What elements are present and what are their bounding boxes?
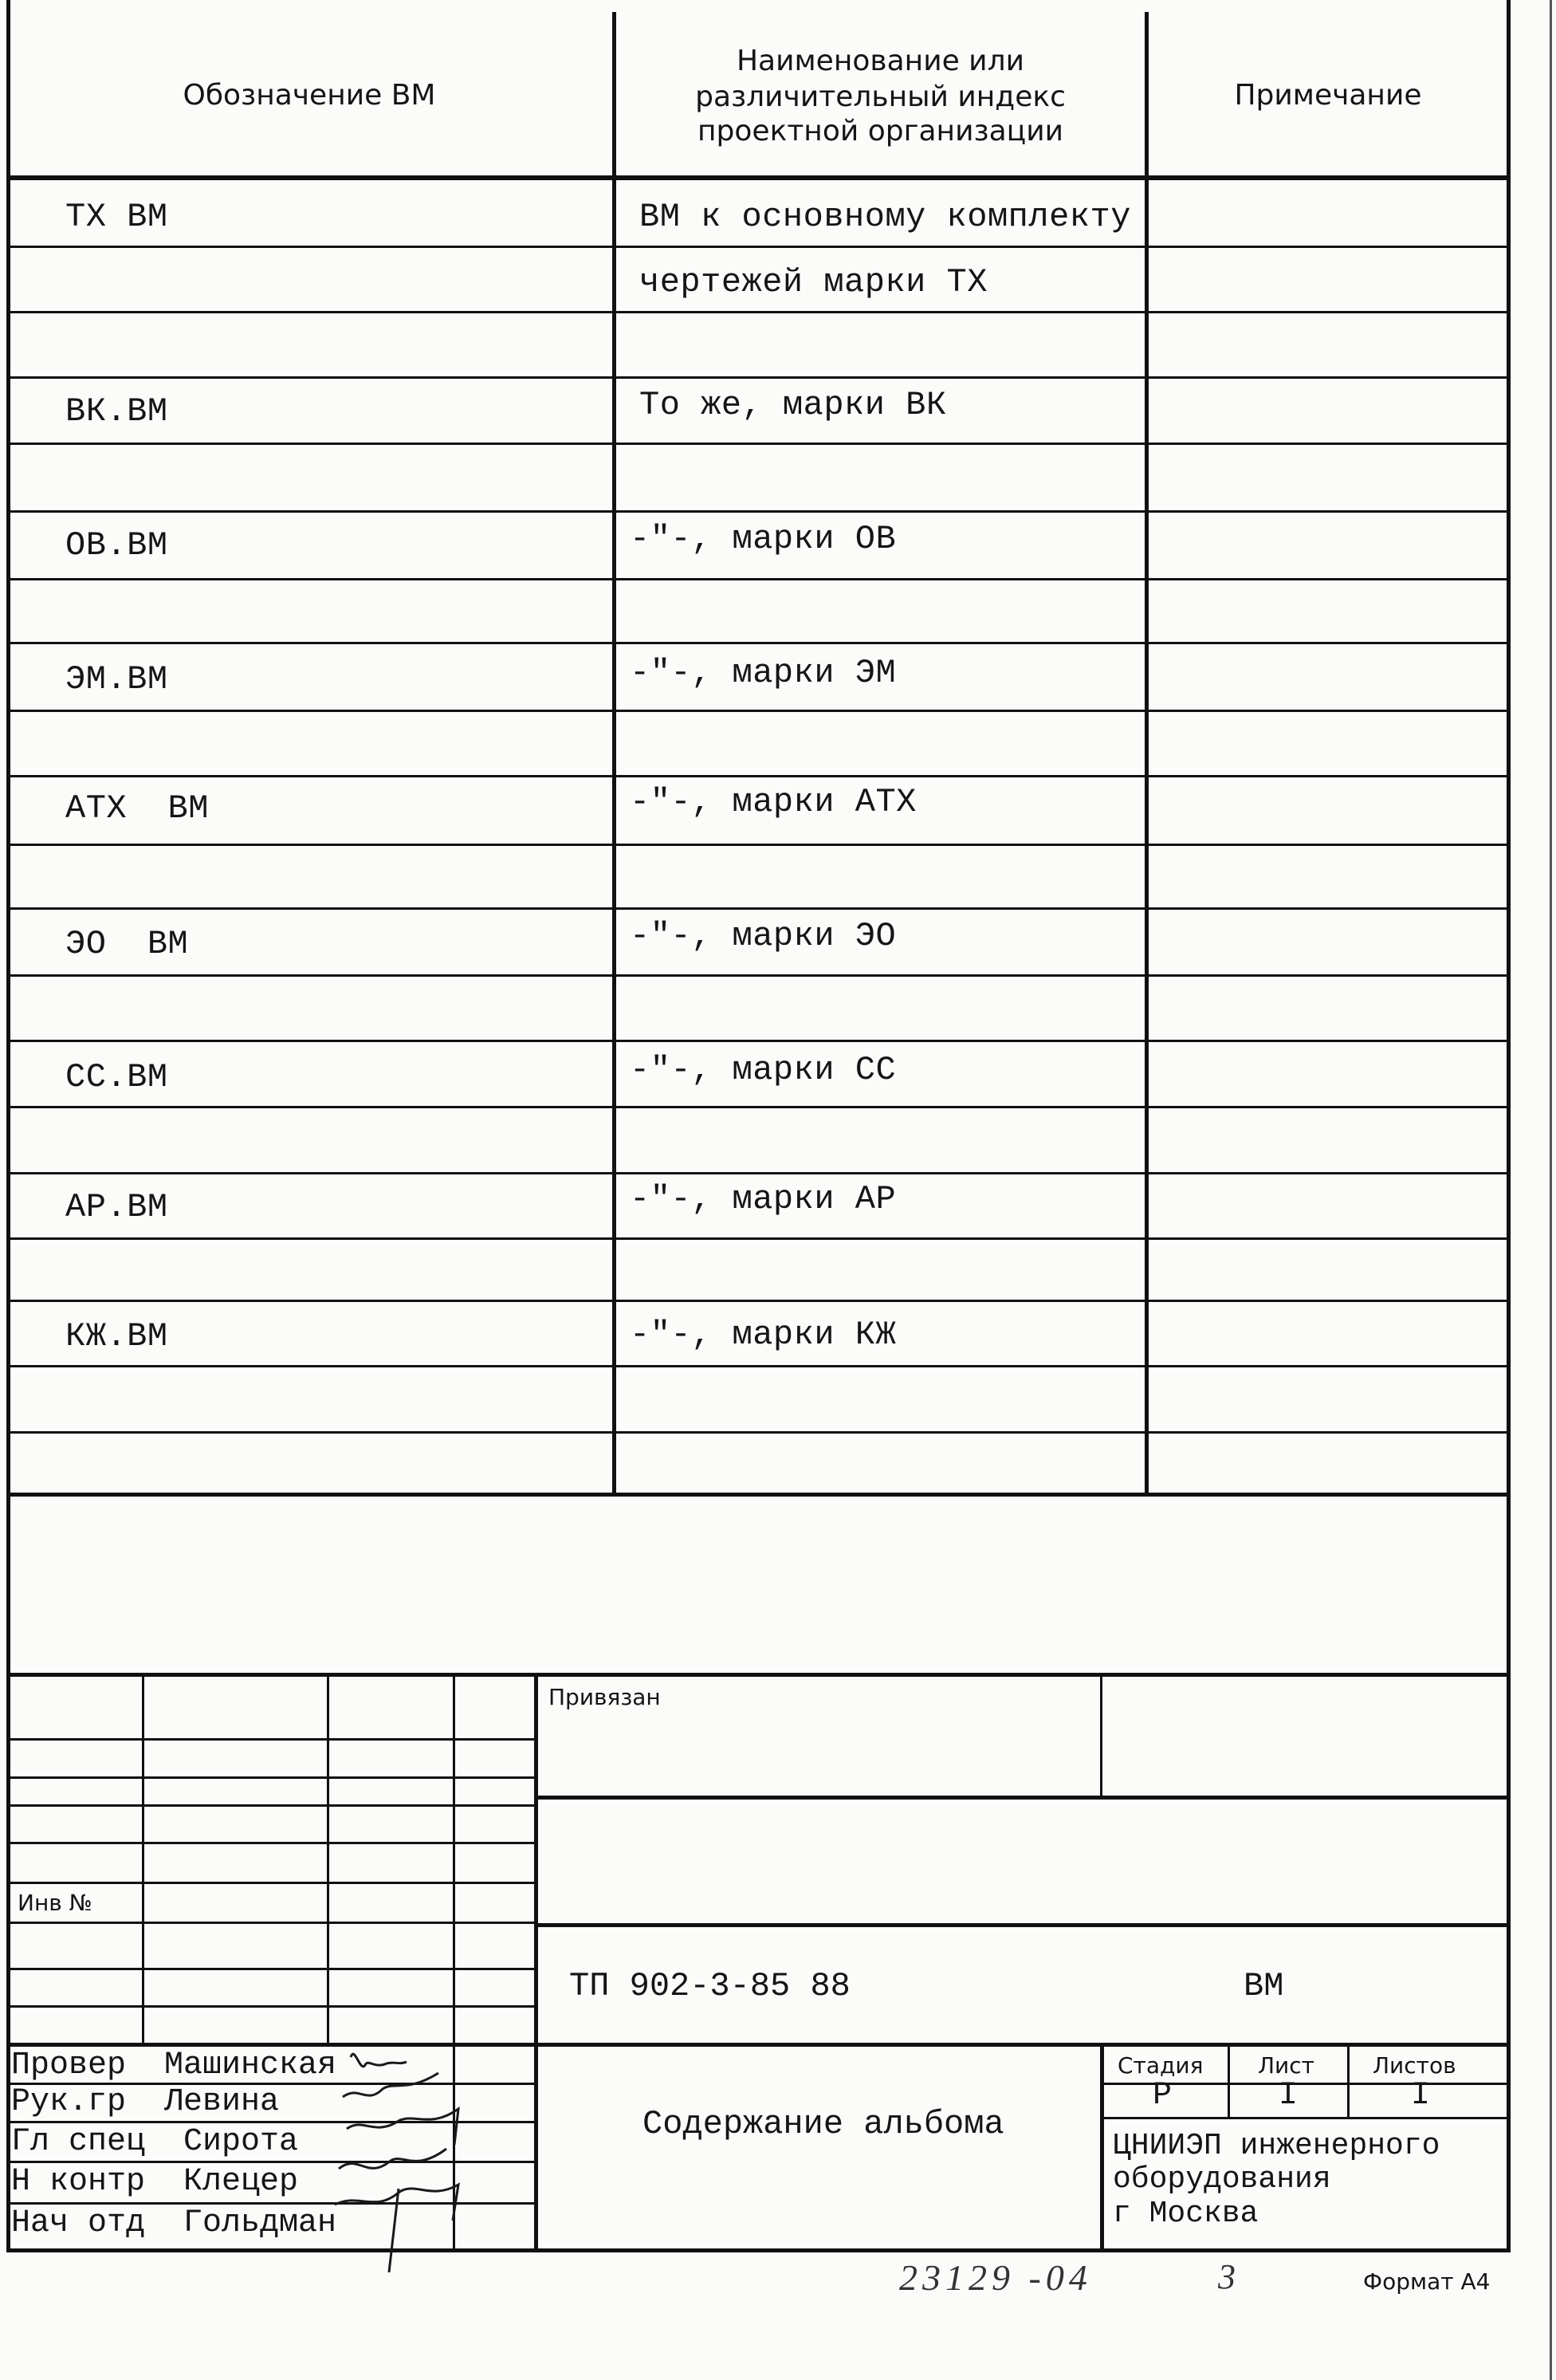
table-bottom-rule xyxy=(6,1493,1511,1497)
organization-city: г Москва xyxy=(1113,2197,1259,2231)
row-line xyxy=(6,1365,1511,1367)
row-line xyxy=(6,1300,1511,1302)
row-line xyxy=(6,246,1511,248)
frame-bottom xyxy=(6,2248,1511,2252)
row-line xyxy=(6,775,1511,777)
row-line xyxy=(6,376,1511,379)
col-divider-1 xyxy=(612,12,616,1495)
row-name-continued: чертежей марки ТХ xyxy=(639,263,988,301)
row-line xyxy=(6,510,1511,513)
document-title: Содержание альбома xyxy=(642,2105,1004,2143)
row-name: ВМ к основному комплекту xyxy=(639,198,1131,236)
col-designation-header: Обозначение ВМ xyxy=(183,79,436,112)
sheet-label: Лист xyxy=(1258,2052,1314,2079)
staff-grid-row xyxy=(6,1968,536,1970)
staff-role: Рук.гр xyxy=(11,2084,127,2120)
staff-role: Провер xyxy=(11,2048,127,2083)
organization-line2: оборудования xyxy=(1113,2162,1331,2197)
row-code: ТХ ВМ xyxy=(65,198,168,236)
title-block-top-rule xyxy=(6,1673,1511,1677)
row-line xyxy=(6,974,1511,977)
staff-name: Сирота xyxy=(183,2124,299,2160)
row-line xyxy=(6,443,1511,445)
staff-name: Клецер xyxy=(183,2164,299,2200)
staff-name: Машинская xyxy=(164,2048,337,2083)
sheet-edge xyxy=(1550,0,1552,2380)
row-name: -"-, марки ЭМ xyxy=(630,654,897,692)
row-line xyxy=(6,642,1511,644)
staff-role: Нач отд xyxy=(11,2205,146,2241)
frame-left xyxy=(6,0,10,2252)
organization-line1: ЦНИИЭП инженерного xyxy=(1113,2129,1440,2163)
row-name: То же, марки ВК xyxy=(639,386,947,424)
signatures-scribble xyxy=(319,2041,542,2280)
staff-name: Левина xyxy=(164,2084,280,2120)
row-code: СС.ВМ xyxy=(65,1058,168,1096)
row-code: ЭМ.ВМ xyxy=(65,660,168,698)
staff-name: Гольдман xyxy=(183,2205,337,2241)
header-rule xyxy=(6,175,1511,180)
row-name: -"-, марки АР xyxy=(630,1180,897,1218)
stage-block-divider xyxy=(1100,2043,1104,2248)
col-name-header-line3: проектной организации xyxy=(697,115,1063,148)
stage-label: Стадия xyxy=(1118,2052,1204,2079)
row-name: -"-, марки КЖ xyxy=(630,1316,897,1354)
staff-role: Гл спец xyxy=(11,2124,146,2160)
staff-grid-row xyxy=(6,1922,536,1924)
linked-divider xyxy=(1100,1674,1102,1798)
title-block-rule xyxy=(534,1796,1511,1800)
title-block-rule xyxy=(534,1923,1511,1927)
staff-grid-row xyxy=(6,1804,536,1807)
row-code: ВК.ВМ xyxy=(65,392,168,431)
staff-grid-row xyxy=(6,1882,536,1884)
row-name: -"-, марки ОВ xyxy=(630,520,897,558)
col-name-header-line1: Наименование или xyxy=(736,45,1024,77)
title-block-rule xyxy=(534,2043,1511,2047)
col-name-header-line2: различительный индекс xyxy=(695,81,1066,113)
row-line xyxy=(6,1040,1511,1042)
paper-format: Формат А4 xyxy=(1363,2268,1491,2295)
page-number: 3 xyxy=(1218,2257,1236,2296)
row-code: ЭО ВМ xyxy=(65,925,189,963)
row-line xyxy=(6,907,1511,910)
staff-grid-row xyxy=(6,1738,536,1741)
inv-number-label: Инв № xyxy=(18,1890,92,1916)
row-code: КЖ.ВМ xyxy=(65,1317,168,1355)
staff-role: Н контр xyxy=(11,2164,146,2200)
row-name: -"-, марки АТХ xyxy=(630,783,917,821)
row-line xyxy=(6,1431,1511,1434)
staff-grid-row xyxy=(6,1776,536,1779)
stage-row-line xyxy=(1100,2117,1511,2119)
archive-number: 23129 -04 xyxy=(899,2257,1092,2298)
row-line xyxy=(6,1172,1511,1174)
sheets-value: I xyxy=(1411,2078,1431,2114)
row-line xyxy=(6,844,1511,846)
row-line xyxy=(6,578,1511,580)
staff-grid-row xyxy=(6,1842,536,1844)
staff-grid-line xyxy=(327,1674,329,2045)
row-line xyxy=(6,710,1511,712)
linked-label: Привязан xyxy=(548,1684,661,1710)
row-name: -"-, марки СС xyxy=(630,1051,897,1089)
col-divider-2 xyxy=(1145,12,1149,1495)
row-code: АТХ ВМ xyxy=(65,789,209,828)
document-mark: ВМ xyxy=(1244,1967,1284,2005)
row-code: ОВ.ВМ xyxy=(65,526,168,565)
stage-value: Р xyxy=(1153,2078,1173,2114)
col-note-header: Примечание xyxy=(1234,79,1422,112)
row-line xyxy=(6,1237,1511,1240)
row-name: -"-, марки ЭО xyxy=(630,917,897,955)
staff-grid-row xyxy=(6,2005,536,2008)
row-line xyxy=(6,311,1511,313)
stage-col-line xyxy=(1347,2043,1350,2118)
row-code: АР.ВМ xyxy=(65,1188,168,1226)
sheets-label: Листов xyxy=(1373,2052,1456,2079)
frame-right xyxy=(1507,0,1511,2252)
staff-grid-line xyxy=(142,1674,144,2045)
sheet-value: I xyxy=(1279,2078,1299,2114)
row-line xyxy=(6,1106,1511,1108)
document-code: ТП 902-3-85 88 xyxy=(569,1967,851,2005)
stage-col-line xyxy=(1228,2043,1230,2118)
